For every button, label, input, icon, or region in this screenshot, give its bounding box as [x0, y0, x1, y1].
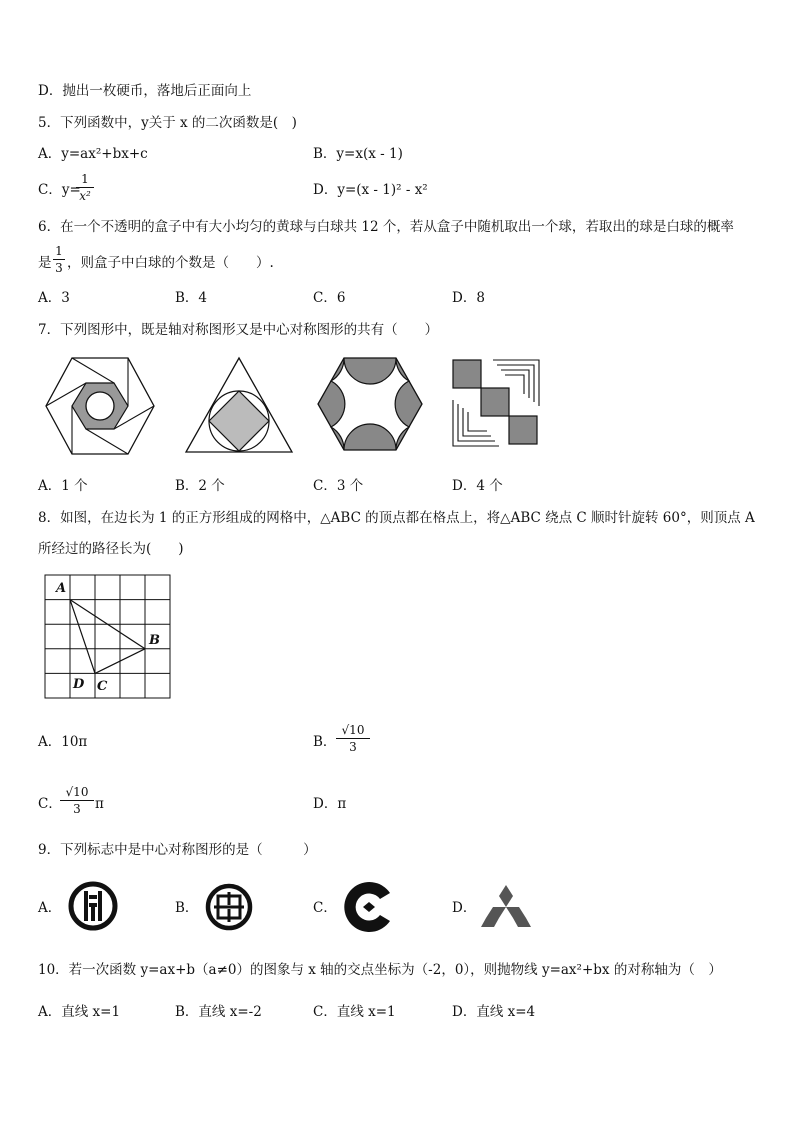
- q7-figure-hexagon-arcs: [317, 356, 423, 452]
- q5-option-c-prefix: C．y=: [38, 182, 81, 198]
- q8-option-c-prefix: C．: [38, 796, 62, 812]
- point-a-label: A: [56, 581, 67, 596]
- q9-option-c-label: C．: [313, 900, 337, 916]
- q9-option-a-label: A．: [38, 900, 62, 916]
- q9-option-b-label: B．: [175, 900, 199, 916]
- q9-option-d-label: D．: [452, 900, 477, 916]
- question-6-line-1: 6．在一个不透明的盒子中有大小均匀的黄球与白球共 12 个，若从盒子中随机取出一个球，若取出的球是白球的概率: [38, 219, 734, 235]
- fraction-denominator: x²: [79, 189, 91, 203]
- fraction-denominator: 3: [55, 261, 63, 275]
- q7-option-a: A．1 个: [38, 478, 88, 494]
- q5-option-d: D．y=(x - 1)² - x²: [313, 182, 428, 198]
- logo-c-icon: [341, 880, 397, 934]
- q7-figure-triangle-circle-square: [184, 356, 294, 454]
- fraction-numerator: √10: [341, 723, 365, 737]
- q10-option-b: B．直线 x=-2: [175, 1004, 262, 1020]
- q10-option-d: D．直线 x=4: [452, 1004, 536, 1020]
- q5-option-a: A．y=ax²+bx+c: [38, 146, 148, 162]
- question-6-prefix: 是: [38, 255, 52, 271]
- logo-d-icon: [480, 884, 532, 930]
- q8-option-b-fraction: [336, 724, 370, 753]
- fraction-numerator: 1: [81, 172, 89, 186]
- point-c-label: C: [97, 679, 108, 694]
- q6-option-d: D．8: [452, 290, 485, 306]
- logo-a-icon: [67, 880, 119, 932]
- q7-option-b: B．2 个: [175, 478, 225, 494]
- q8-option-b-prefix: B．: [313, 734, 337, 750]
- q5-option-c-fraction: [76, 173, 94, 202]
- q7-figure-squares-brackets: [451, 358, 541, 448]
- point-b-label: B: [149, 633, 160, 648]
- fraction-denominator: 3: [73, 802, 81, 816]
- question-8-line-2: 所经过的路径长为( ): [38, 541, 184, 557]
- fraction-denominator: 3: [349, 740, 357, 754]
- q8-option-c-suffix: π: [95, 796, 104, 812]
- q10-option-a: A．直线 x=1: [38, 1004, 121, 1020]
- q7-option-c: C．3 个: [313, 478, 364, 494]
- q6-fraction: [53, 245, 65, 274]
- q6-option-b: B．4: [175, 290, 208, 306]
- question-5: 5．下列函数中，y关于 x 的二次函数是( ): [38, 115, 297, 131]
- logo-b-icon: [204, 882, 254, 932]
- q5-option-b: B．y=x(x - 1): [313, 146, 403, 162]
- question-9: 9．下列标志中是中心对称图形的是（ ）: [38, 842, 317, 858]
- question-6-suffix: ，则盒子中白球的个数是（ ）.: [67, 255, 274, 271]
- q7-option-d: D．4 个: [452, 478, 503, 494]
- option-d-text: D．抛出一枚硬币，落地后正面向上: [38, 83, 252, 99]
- point-d-label: D: [73, 677, 85, 692]
- question-8-line-1: 8．如图，在边长为 1 的正方形组成的网格中，△ABC 的顶点都在格点上，将△ABC 绕点 C 顺时针旋转 60°，则顶点 A: [38, 510, 755, 526]
- fraction-numerator: 1: [55, 244, 63, 258]
- q8-option-c-fraction: [60, 786, 94, 815]
- q7-figure-hexagon-pinwheel: [45, 356, 155, 456]
- q10-option-c: C．直线 x=1: [313, 1004, 396, 1020]
- fraction-numerator: √10: [65, 785, 89, 799]
- q8-option-d: D．π: [313, 796, 347, 812]
- q8-option-a: A．10π: [38, 734, 88, 750]
- question-7: 7．下列图形中，既是轴对称图形又是中心对称图形的共有（ ）: [38, 322, 439, 338]
- question-10: 10．若一次函数 y=ax+b（a≠0）的图象与 x 轴的交点坐标为（-2，0），则抛物线 y=ax²+bx 的对称轴为（ ）: [38, 962, 722, 978]
- q6-option-a: A．3: [38, 290, 70, 306]
- q6-option-c: C．6: [313, 290, 346, 306]
